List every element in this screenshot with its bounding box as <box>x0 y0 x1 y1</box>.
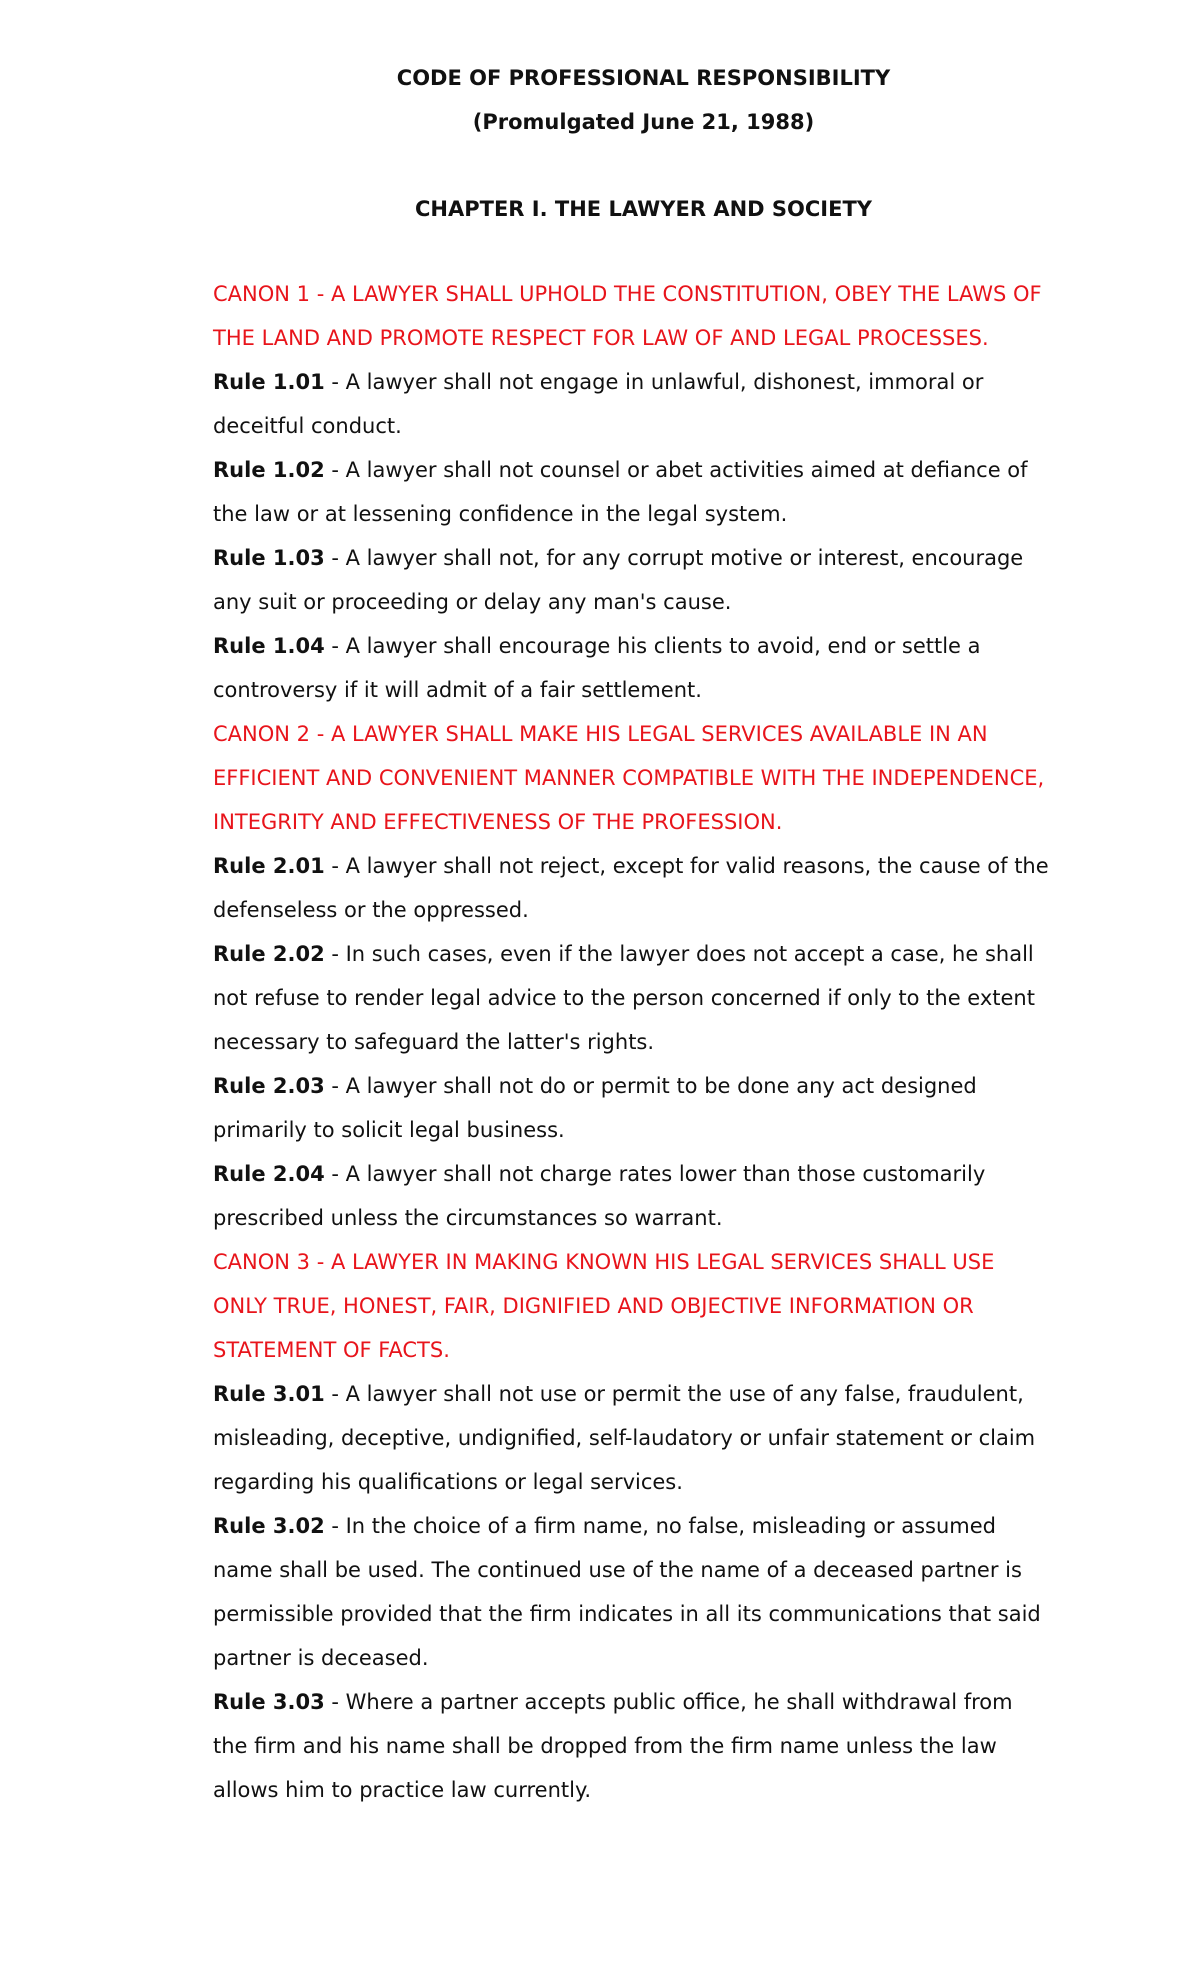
rule-paragraph <box>213 844 1050 932</box>
canon-heading: CANON 1 - A LAWYER SHALL UPHOLD THE CONSTITUTION, OBEY THE LAWS OF THE LAND AND PROMOTE RESPECT FOR LAW OF AND LEGAL PROCESSES. <box>213 282 1042 350</box>
rule-number: Rule 2.01 <box>213 854 325 878</box>
canon-section-3 <box>213 1240 1050 1812</box>
rule-number: Rule 1.02 <box>213 458 325 482</box>
rule-number: Rule 3.02 <box>213 1514 325 1538</box>
rule-paragraph <box>213 448 1050 536</box>
rule-paragraph <box>213 932 1050 1064</box>
rule-text: - In the choice of a firm name, no false, misleading or assumed name shall be used. The continued use of the name of a deceased partner is permissible provided that the firm indicates in all its communications that said partner is deceased. <box>213 1514 1041 1670</box>
rule-paragraph <box>213 360 1050 448</box>
rule-text: - A lawyer shall not engage in unlawful, dishonest, immoral or deceitful conduct. <box>213 370 984 438</box>
rule-number: Rule 2.04 <box>213 1162 325 1186</box>
rule-text: - A lawyer shall not do or permit to be done any act designed primarily to solicit legal business. <box>213 1074 977 1142</box>
rule-number: Rule 2.03 <box>213 1074 325 1098</box>
document-subtitle: (Promulgated June 21, 1988) <box>472 110 815 134</box>
rule-text: - A lawyer shall not reject, except for valid reasons, the cause of the defenseless or the oppressed. <box>213 854 1049 922</box>
document-header <box>150 56 1137 231</box>
rule-text: - A lawyer shall not counsel or abet activities aimed at defiance of the law or at lessening confidence in the legal system. <box>213 458 1028 526</box>
canon-heading: CANON 3 - A LAWYER IN MAKING KNOWN HIS LEGAL SERVICES SHALL USE ONLY TRUE, HONEST, FAIR, DIGNIFIED AND OBJECTIVE INFORMATION OR STATEMENT OF FACTS. <box>213 1250 995 1362</box>
rule-text: - A lawyer shall not use or permit the use of any false, fraudulent, misleading, deceptive, undignified, self-laudatory or unfair statement or claim regarding his qualifications or legal services. <box>213 1382 1036 1494</box>
canon-section-1 <box>213 272 1050 712</box>
rule-number: Rule 2.02 <box>213 942 325 966</box>
chapter-heading: CHAPTER I. THE LAWYER AND SOCIETY <box>415 197 872 221</box>
document-title: CODE OF PROFESSIONAL RESPONSIBILITY <box>396 66 891 90</box>
rule-paragraph <box>213 1504 1050 1680</box>
rule-number: Rule 1.03 <box>213 546 325 570</box>
rule-number: Rule 3.03 <box>213 1690 325 1714</box>
rule-number: Rule 1.04 <box>213 634 325 658</box>
rule-paragraph <box>213 1152 1050 1240</box>
rule-paragraph <box>213 1372 1050 1504</box>
canon-heading: CANON 2 - A LAWYER SHALL MAKE HIS LEGAL SERVICES AVAILABLE IN AN EFFICIENT AND CONVENIENT MANNER COMPATIBLE WITH THE INDEPENDENCE, INTEGRITY AND EFFECTIVENESS OF THE PROFESSION. <box>213 722 1045 834</box>
rule-text: - In such cases, even if the lawyer does not accept a case, he shall not refuse to render legal advice to the person concerned if only to the extent necessary to safeguard the latter's rights. <box>213 942 1035 1054</box>
canon-section-2 <box>213 712 1050 1240</box>
rule-text: - A lawyer shall not, for any corrupt motive or interest, encourage any suit or proceeding or delay any man's cause. <box>213 546 1024 614</box>
rule-paragraph <box>213 624 1050 712</box>
rule-paragraph <box>213 536 1050 624</box>
rule-number: Rule 3.01 <box>213 1382 325 1406</box>
rule-text: - A lawyer shall not charge rates lower than those customarily prescribed unless the circumstances so warrant. <box>213 1162 986 1230</box>
rule-text: - Where a partner accepts public office, he shall withdrawal from the firm and his name shall be dropped from the firm name unless the law allows him to practice law currently. <box>213 1690 1013 1802</box>
rule-paragraph <box>213 1064 1050 1152</box>
rule-paragraph <box>213 1680 1050 1812</box>
rule-number: Rule 1.01 <box>213 370 325 394</box>
rule-text: - A lawyer shall encourage his clients to avoid, end or settle a controversy if it will admit of a fair settlement. <box>213 634 981 702</box>
